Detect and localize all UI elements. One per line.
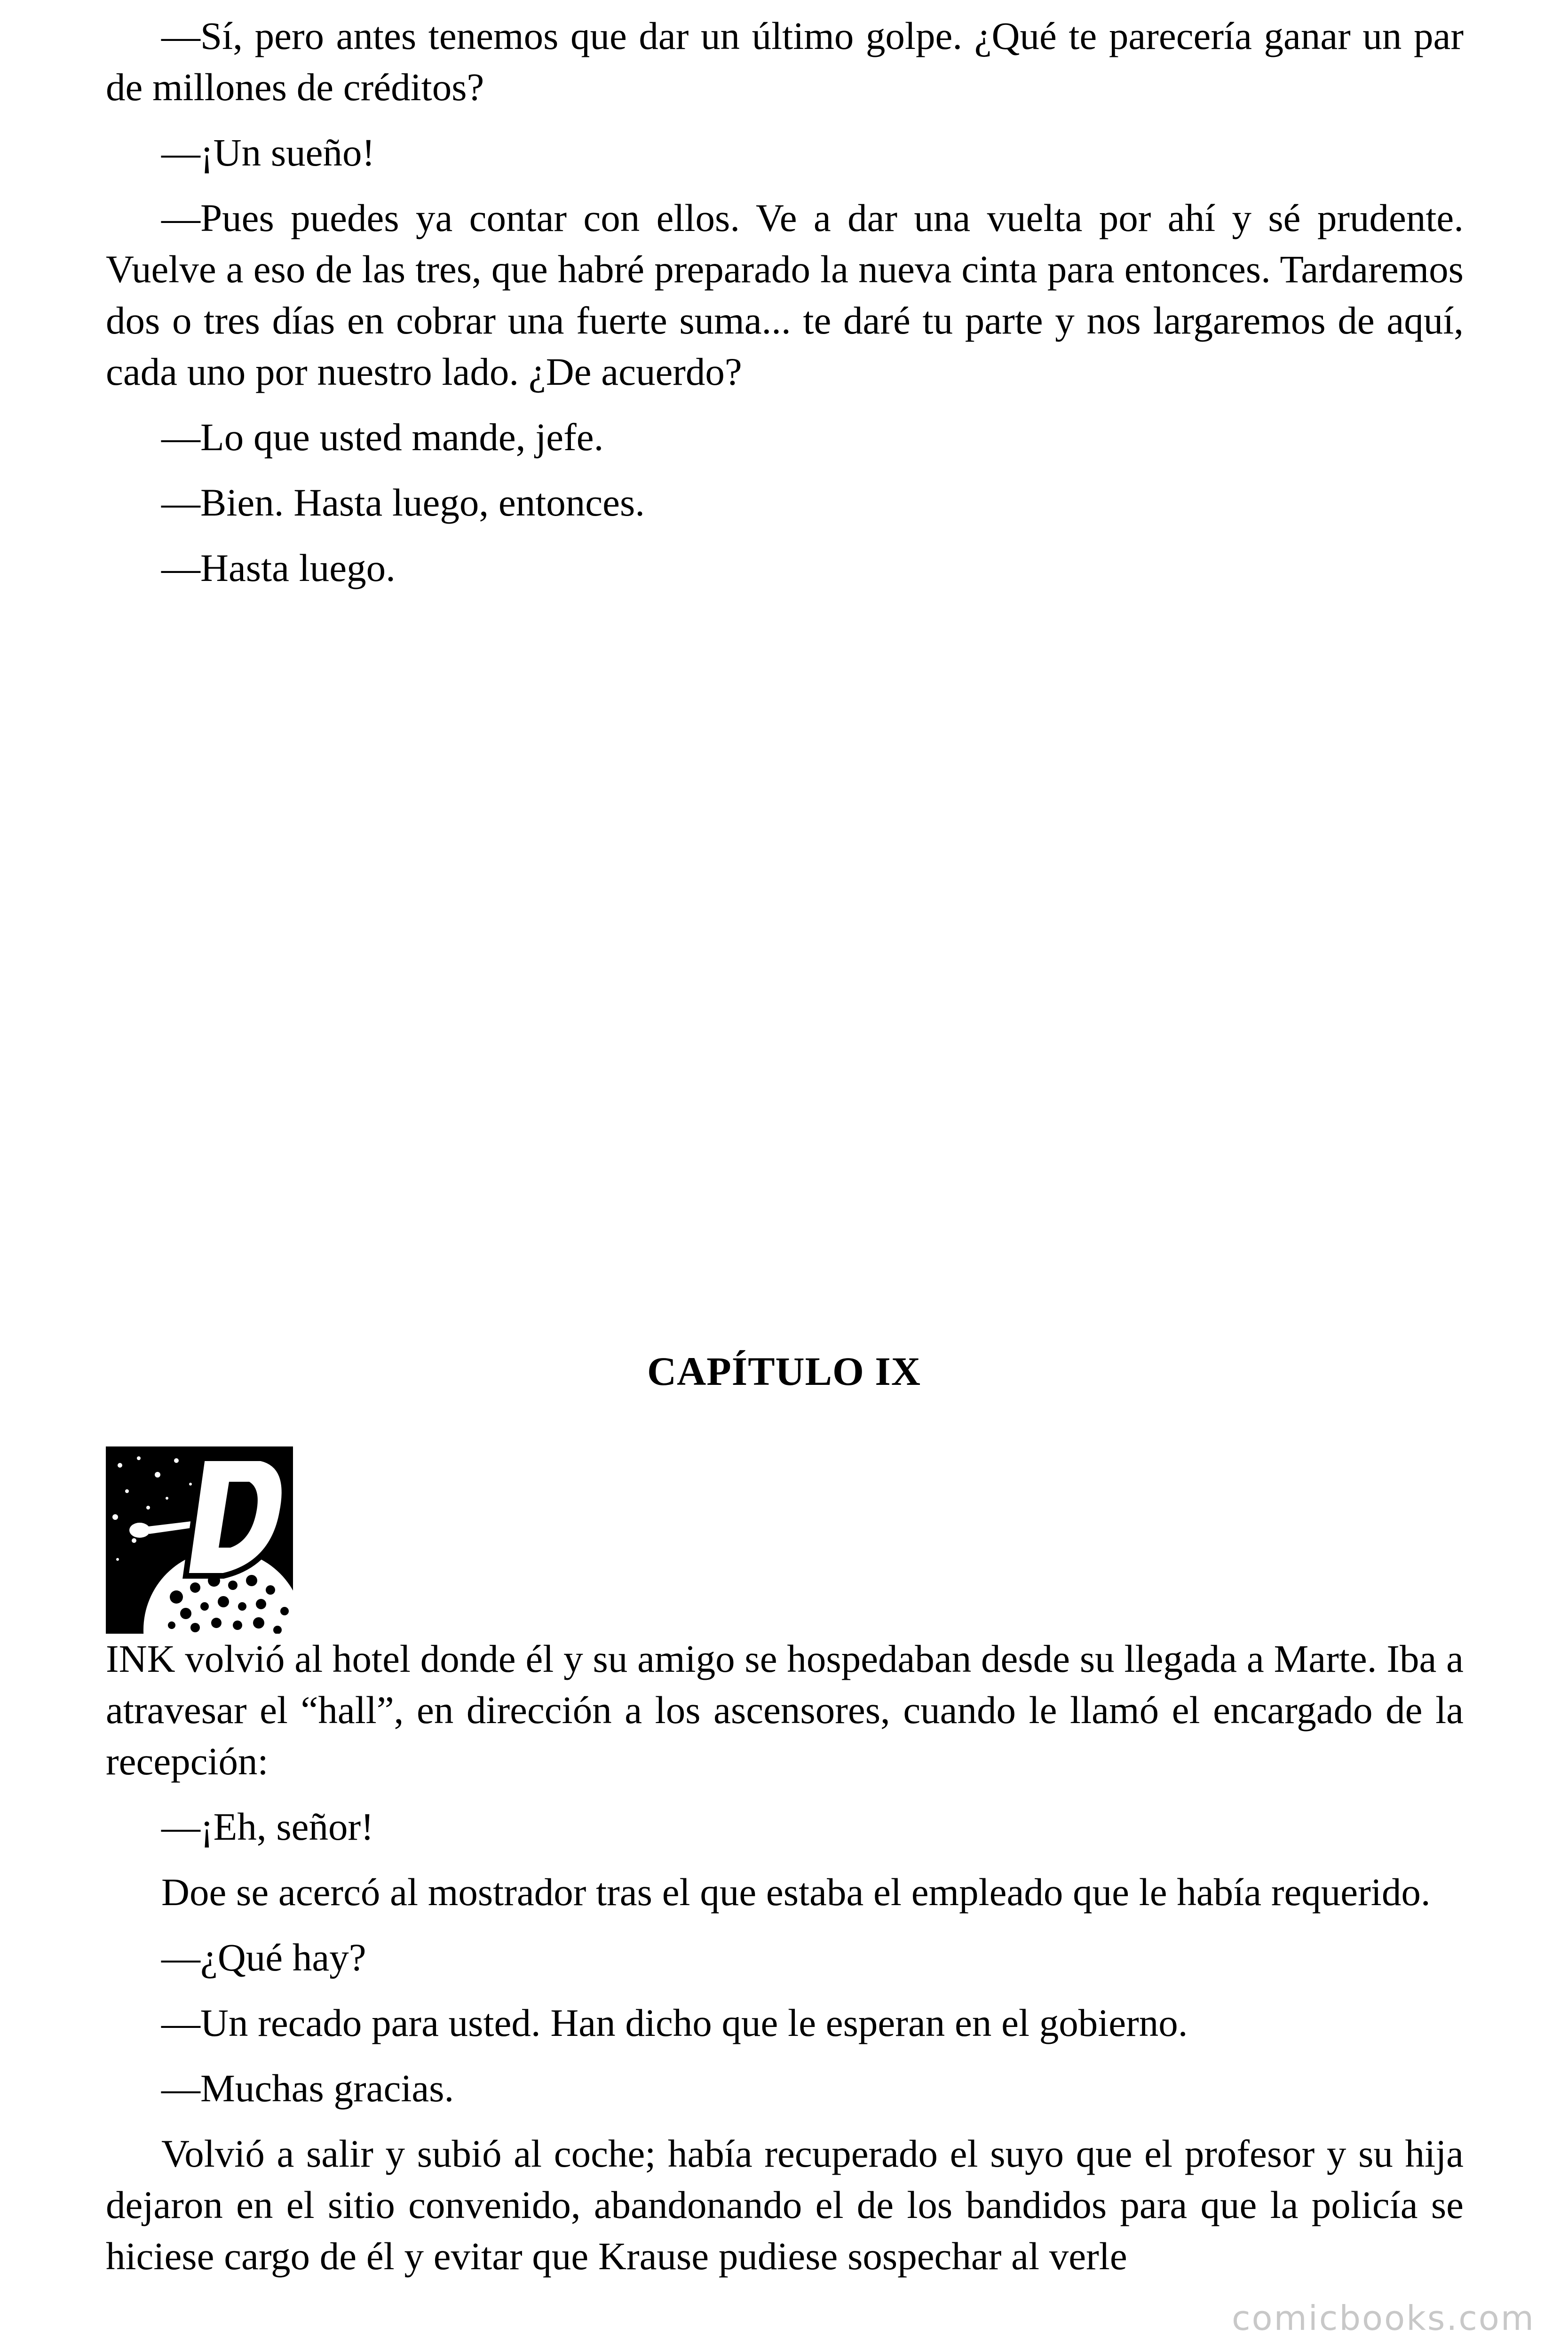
chapter-title: CAPÍTULO IX xyxy=(647,1349,921,1394)
paragraph: INK volvió al hotel donde él y su amigo se hospedaban desde su llegada a Marte. Iba a atravesar el “hall”, en dirección a los ascensores, cuando le llamó el encargado de la recepción: xyxy=(106,1637,1464,1783)
paragraph: —¡Un sueño! xyxy=(161,131,375,174)
paragraph: Volvió a salir y subió al coche; había recuperado el suyo que el profesor y su hija dejaron en el sitio convenido, abandonando el de los bandidos para que la policía se hiciese cargo de él y evitar que Krause pudiese sospechar al verle xyxy=(106,2132,1464,2278)
paragraph: —¿Qué hay? xyxy=(161,1936,366,1979)
top-text-block xyxy=(106,10,1464,608)
paragraph: —Lo que usted mande, jefe. xyxy=(161,415,604,459)
paragraph: —Bien. Hasta luego, entonces. xyxy=(161,481,645,524)
paragraph: —¡Eh, señor! xyxy=(161,1805,374,1848)
paragraph: —Sí, pero antes tenemos que dar un último golpe. ¿Qué te parecería ganar un par de millones de créditos? xyxy=(106,14,1464,109)
paragraph: —Un recado para usted. Han dicho que le esperan en el gobierno. xyxy=(161,2001,1188,2044)
watermark: comicbooks.com xyxy=(1231,2298,1535,2338)
paragraph: Doe se acercó al mostrador tras el que estaba el empleado que le había requerido. xyxy=(161,1870,1431,1914)
paragraph: —Pues puedes ya contar con ellos. Ve a dar una vuelta por ahí y sé prudente. Vuelve a eso de las tres, que habré preparado la nueva cinta para entonces. Tardaremos dos o tres días en cobrar una fuerte suma... te daré tu parte y nos largaremos de aquí, cada uno por nuestro lado. ¿De acuerdo? xyxy=(106,196,1464,393)
paragraph: —Hasta luego. xyxy=(161,546,396,589)
bottom-text-block xyxy=(106,1633,1464,2296)
paragraph: —Muchas gracias. xyxy=(161,2066,454,2110)
dropcap-illustration xyxy=(106,1446,293,1634)
